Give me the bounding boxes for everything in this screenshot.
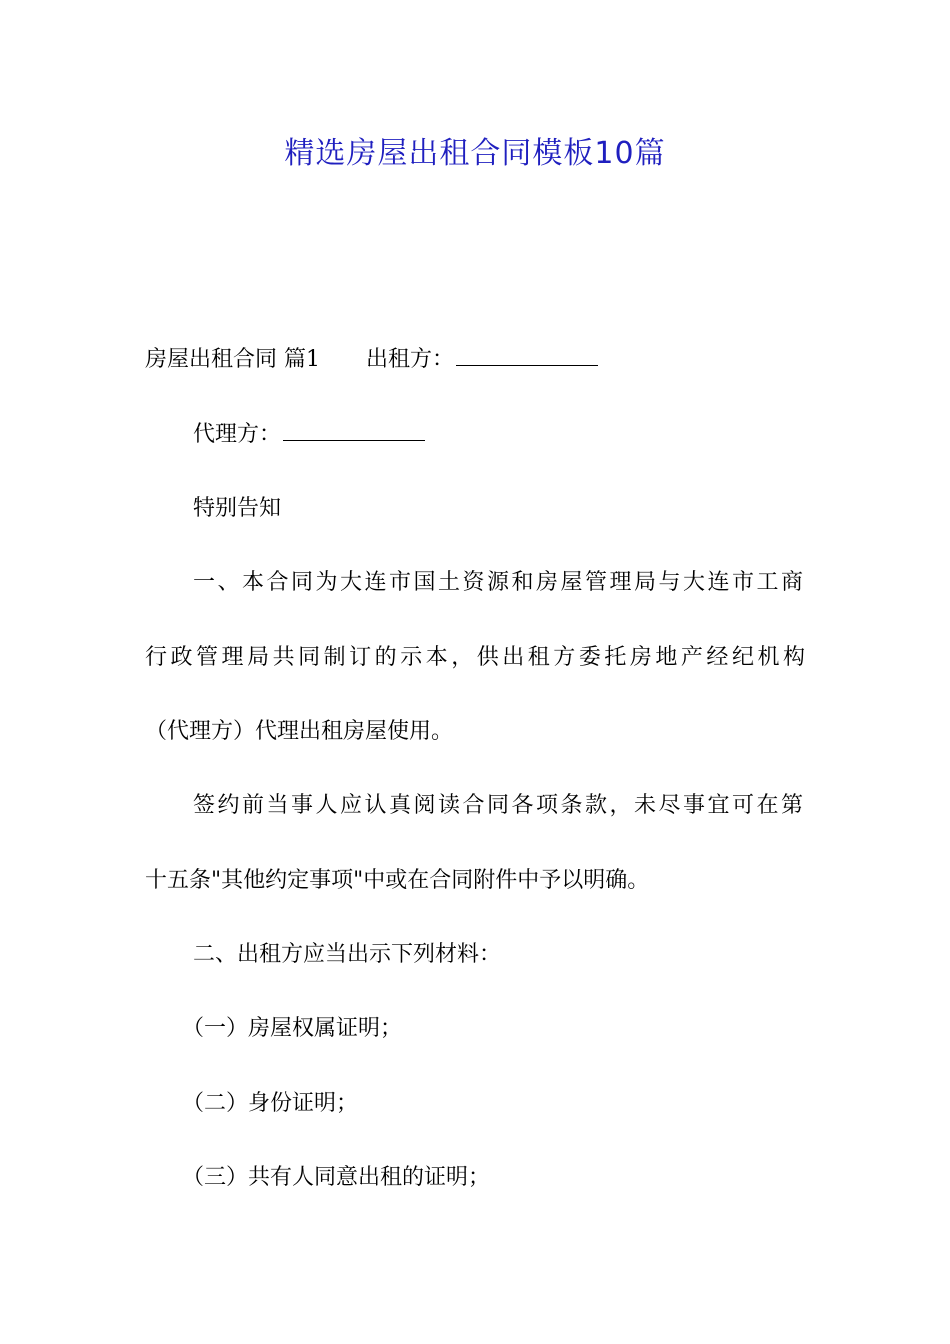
paragraph-line: 行政管理局共同制订的示本，供出租方委托房地产经纪机构 bbox=[145, 645, 805, 670]
list-item: （三）共有人同意出租的证明； bbox=[182, 1165, 491, 1190]
contract-heading: 房屋出租合同 篇1 bbox=[145, 347, 320, 372]
document-title: 精选房屋出租合同模板10篇 bbox=[284, 136, 666, 171]
lessor-label: 出租方： bbox=[366, 347, 455, 372]
list-item: （一）房屋权属证明； bbox=[182, 1016, 403, 1041]
agent-blank bbox=[283, 422, 425, 441]
paragraph-line: （代理方）代理出租房屋使用。 bbox=[145, 719, 454, 744]
contract-heading-line bbox=[145, 344, 598, 376]
paragraph-line: 一、本合同为大连市国土资源和房屋管理局与大连市工商 bbox=[193, 570, 803, 595]
list-item: （二）身份证明； bbox=[182, 1091, 359, 1116]
special-notice-heading: 特别告知 bbox=[193, 496, 282, 521]
agent-line bbox=[193, 419, 425, 451]
paragraph-line: 二、出租方应当出示下列材料： bbox=[193, 942, 502, 967]
paragraph-line: 十五条"其他约定事项"中或在合同附件中予以明确。 bbox=[145, 868, 650, 893]
lessor-blank bbox=[456, 347, 598, 366]
agent-label: 代理方： bbox=[193, 422, 282, 447]
paragraph-line: 签约前当事人应认真阅读合同各项条款，未尽事宜可在第 bbox=[193, 793, 803, 818]
